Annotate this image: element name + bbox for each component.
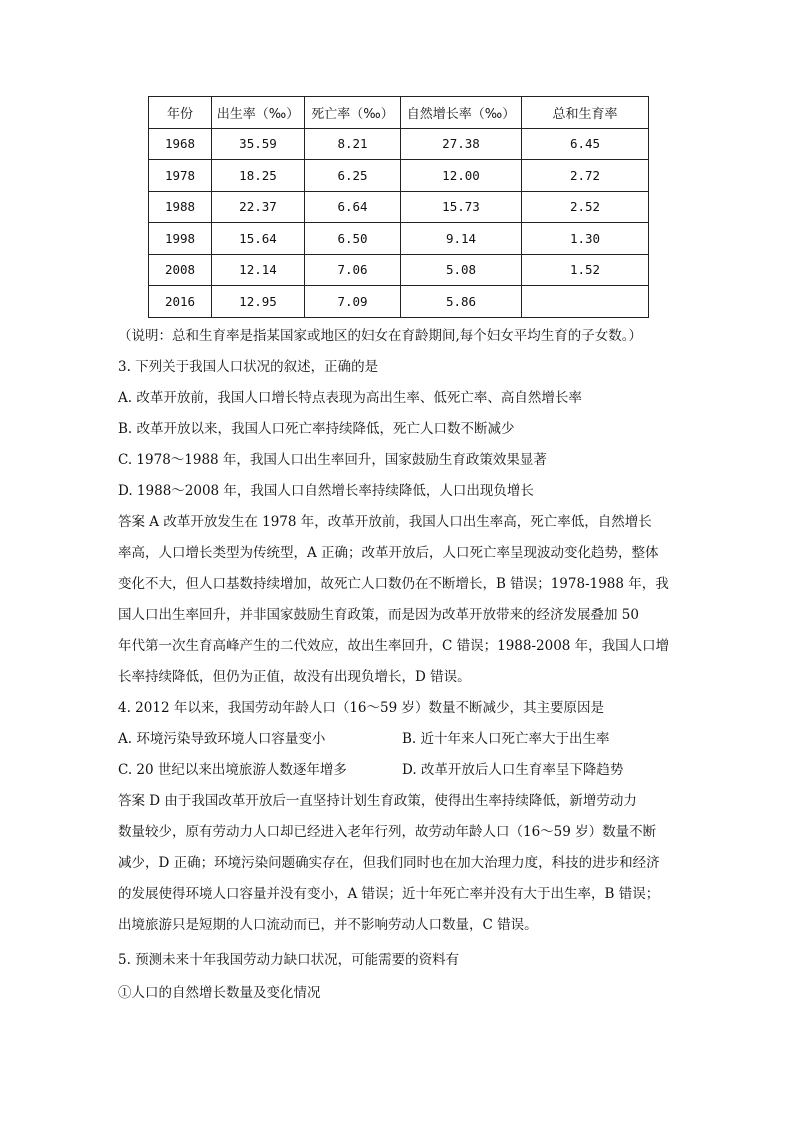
- q4-option-c: C. 20 世纪以来出境旅游人数逐年增多: [118, 762, 347, 778]
- q3-stem: 3. 下列关于我国人口状况的叙述，正确的是: [118, 359, 379, 375]
- q5-item: ①人口的自然增长数量及变化情况: [118, 985, 321, 1001]
- q3-option-b: B. 改革开放以来，我国人口死亡率持续降低，死亡人口数不断减少: [118, 421, 515, 437]
- population-stats-table: [148, 96, 649, 318]
- cell-birth-rate: 12.14: [212, 254, 305, 286]
- header-birth-rate: 出生率（‰）: [212, 97, 305, 129]
- q3-answer-line: 变化不大，但人口基数持续增加，故死亡人口数仍在不断增长，B 错误；1978-1988 年，我: [118, 576, 669, 592]
- q3-answer-line: 率高，人口增长类型为传统型，A 正确；改革开放后，人口死亡率呈现波动变化趋势，整体: [118, 545, 659, 561]
- cell-death-rate: 8.21: [305, 128, 401, 160]
- q3-answer-line: 答案 A 改革开放发生在 1978 年，改革开放前，我国人口出生率高，死亡率低，自然增长: [118, 514, 652, 530]
- header-death-rate: 死亡率（‰）: [305, 97, 401, 129]
- cell-death-rate: 6.25: [305, 160, 401, 192]
- q3-option-a: A. 改革开放前，我国人口增长特点表现为高出生率、低死亡率、高自然增长率: [118, 390, 582, 406]
- header-year: 年份: [149, 97, 212, 129]
- cell-year: 2008: [149, 254, 212, 286]
- cell-natural-growth: 5.08: [401, 254, 522, 286]
- q4-option-b: B. 近十年来人口死亡率大于出生率: [402, 731, 610, 747]
- table-row: [149, 223, 649, 255]
- header-fertility-rate: 总和生育率: [522, 97, 649, 129]
- cell-natural-growth: 27.38: [401, 128, 522, 160]
- table-row: [149, 286, 649, 318]
- q4-answer-line: 的发展使得环境人口容量并没有变小，A 错误；近十年死亡率并没有大于出生率，B 错误；: [118, 886, 660, 902]
- header-natural-growth: 自然增长率（‰）: [401, 97, 522, 129]
- cell-birth-rate: 22.37: [212, 191, 305, 223]
- cell-year: 1998: [149, 223, 212, 255]
- q3-answer-line: 长率持续降低，但仍为正值，故没有出现负增长，D 错误。: [118, 669, 471, 685]
- q3-option-c: C. 1978～1988 年，我国人口出生率回升，国家鼓励生育政策效果显著: [118, 452, 547, 468]
- cell-birth-rate: 15.64: [212, 223, 305, 255]
- cell-death-rate: 6.50: [305, 223, 401, 255]
- table-row: [149, 160, 649, 192]
- cell-year: 1988: [149, 191, 212, 223]
- q3-option-d: D. 1988～2008 年，我国人口自然增长率持续降低，人口出现负增长: [118, 483, 534, 499]
- table-row: [149, 191, 649, 223]
- cell-natural-growth: 15.73: [401, 191, 522, 223]
- q5-stem: 5. 预测未来十年我国劳动力缺口状况，可能需要的资料有: [118, 952, 460, 968]
- cell-fertility-rate: 1.52: [522, 254, 649, 286]
- q4-answer-line: 数量较少，原有劳动力人口却已经进入老年行列，故劳动年龄人口（16～59 岁）数量不断: [118, 824, 657, 840]
- q4-stem: 4. 2012 年以来，我国劳动年龄人口（16～59 岁）数量不断减少，其主要原因是: [118, 700, 604, 716]
- cell-death-rate: 7.06: [305, 254, 401, 286]
- q3-answer-line: 年代第一次生育高峰产生的二代效应，故出生率回升，C 错误；1988-2008 年，我国人口增: [118, 638, 670, 654]
- cell-year: 1968: [149, 128, 212, 160]
- cell-fertility-rate: 2.52: [522, 191, 649, 223]
- q4-option-d: D. 改革开放后人口生育率呈下降趋势: [402, 762, 624, 778]
- cell-birth-rate: 35.59: [212, 128, 305, 160]
- cell-natural-growth: 5.86: [401, 286, 522, 318]
- cell-death-rate: 7.09: [305, 286, 401, 318]
- q4-answer-line: 答案 D 由于我国改革开放后一直坚持计划生育政策，使得出生率持续降低，新增劳动力: [118, 793, 637, 809]
- q4-option-a: A. 环境污染导致环境人口容量变小: [118, 731, 326, 747]
- cell-death-rate: 6.64: [305, 191, 401, 223]
- cell-natural-growth: 12.00: [401, 160, 522, 192]
- q3-answer-line: 国人口出生率回升，并非国家鼓励生育政策，而是因为改革开放带来的经济发展叠加 50: [118, 607, 639, 623]
- cell-natural-growth: 9.14: [401, 223, 522, 255]
- table-row: [149, 128, 649, 160]
- cell-birth-rate: 12.95: [212, 286, 305, 318]
- q4-answer-line: 减少，D 正确；环境污染问题确实存在，但我们同时也在加大治理力度，科技的进步和经济: [118, 855, 660, 871]
- table-header-row: [149, 97, 649, 129]
- cell-year: 1978: [149, 160, 212, 192]
- cell-fertility-rate: 2.72: [522, 160, 649, 192]
- cell-year: 2016: [149, 286, 212, 318]
- cell-fertility-rate: 6.45: [522, 128, 649, 160]
- table-row: [149, 254, 649, 286]
- table-note: （说明：总和生育率是指某国家或地区的妇女在育龄期间,每个妇女平均生育的子女数。）: [118, 328, 643, 344]
- q4-answer-line: 出境旅游只是短期的人口流动而已，并不影响劳动人口数量，C 错误。: [118, 917, 538, 933]
- cell-birth-rate: 18.25: [212, 160, 305, 192]
- cell-fertility-rate: 1.30: [522, 223, 649, 255]
- cell-fertility-rate: [522, 286, 649, 318]
